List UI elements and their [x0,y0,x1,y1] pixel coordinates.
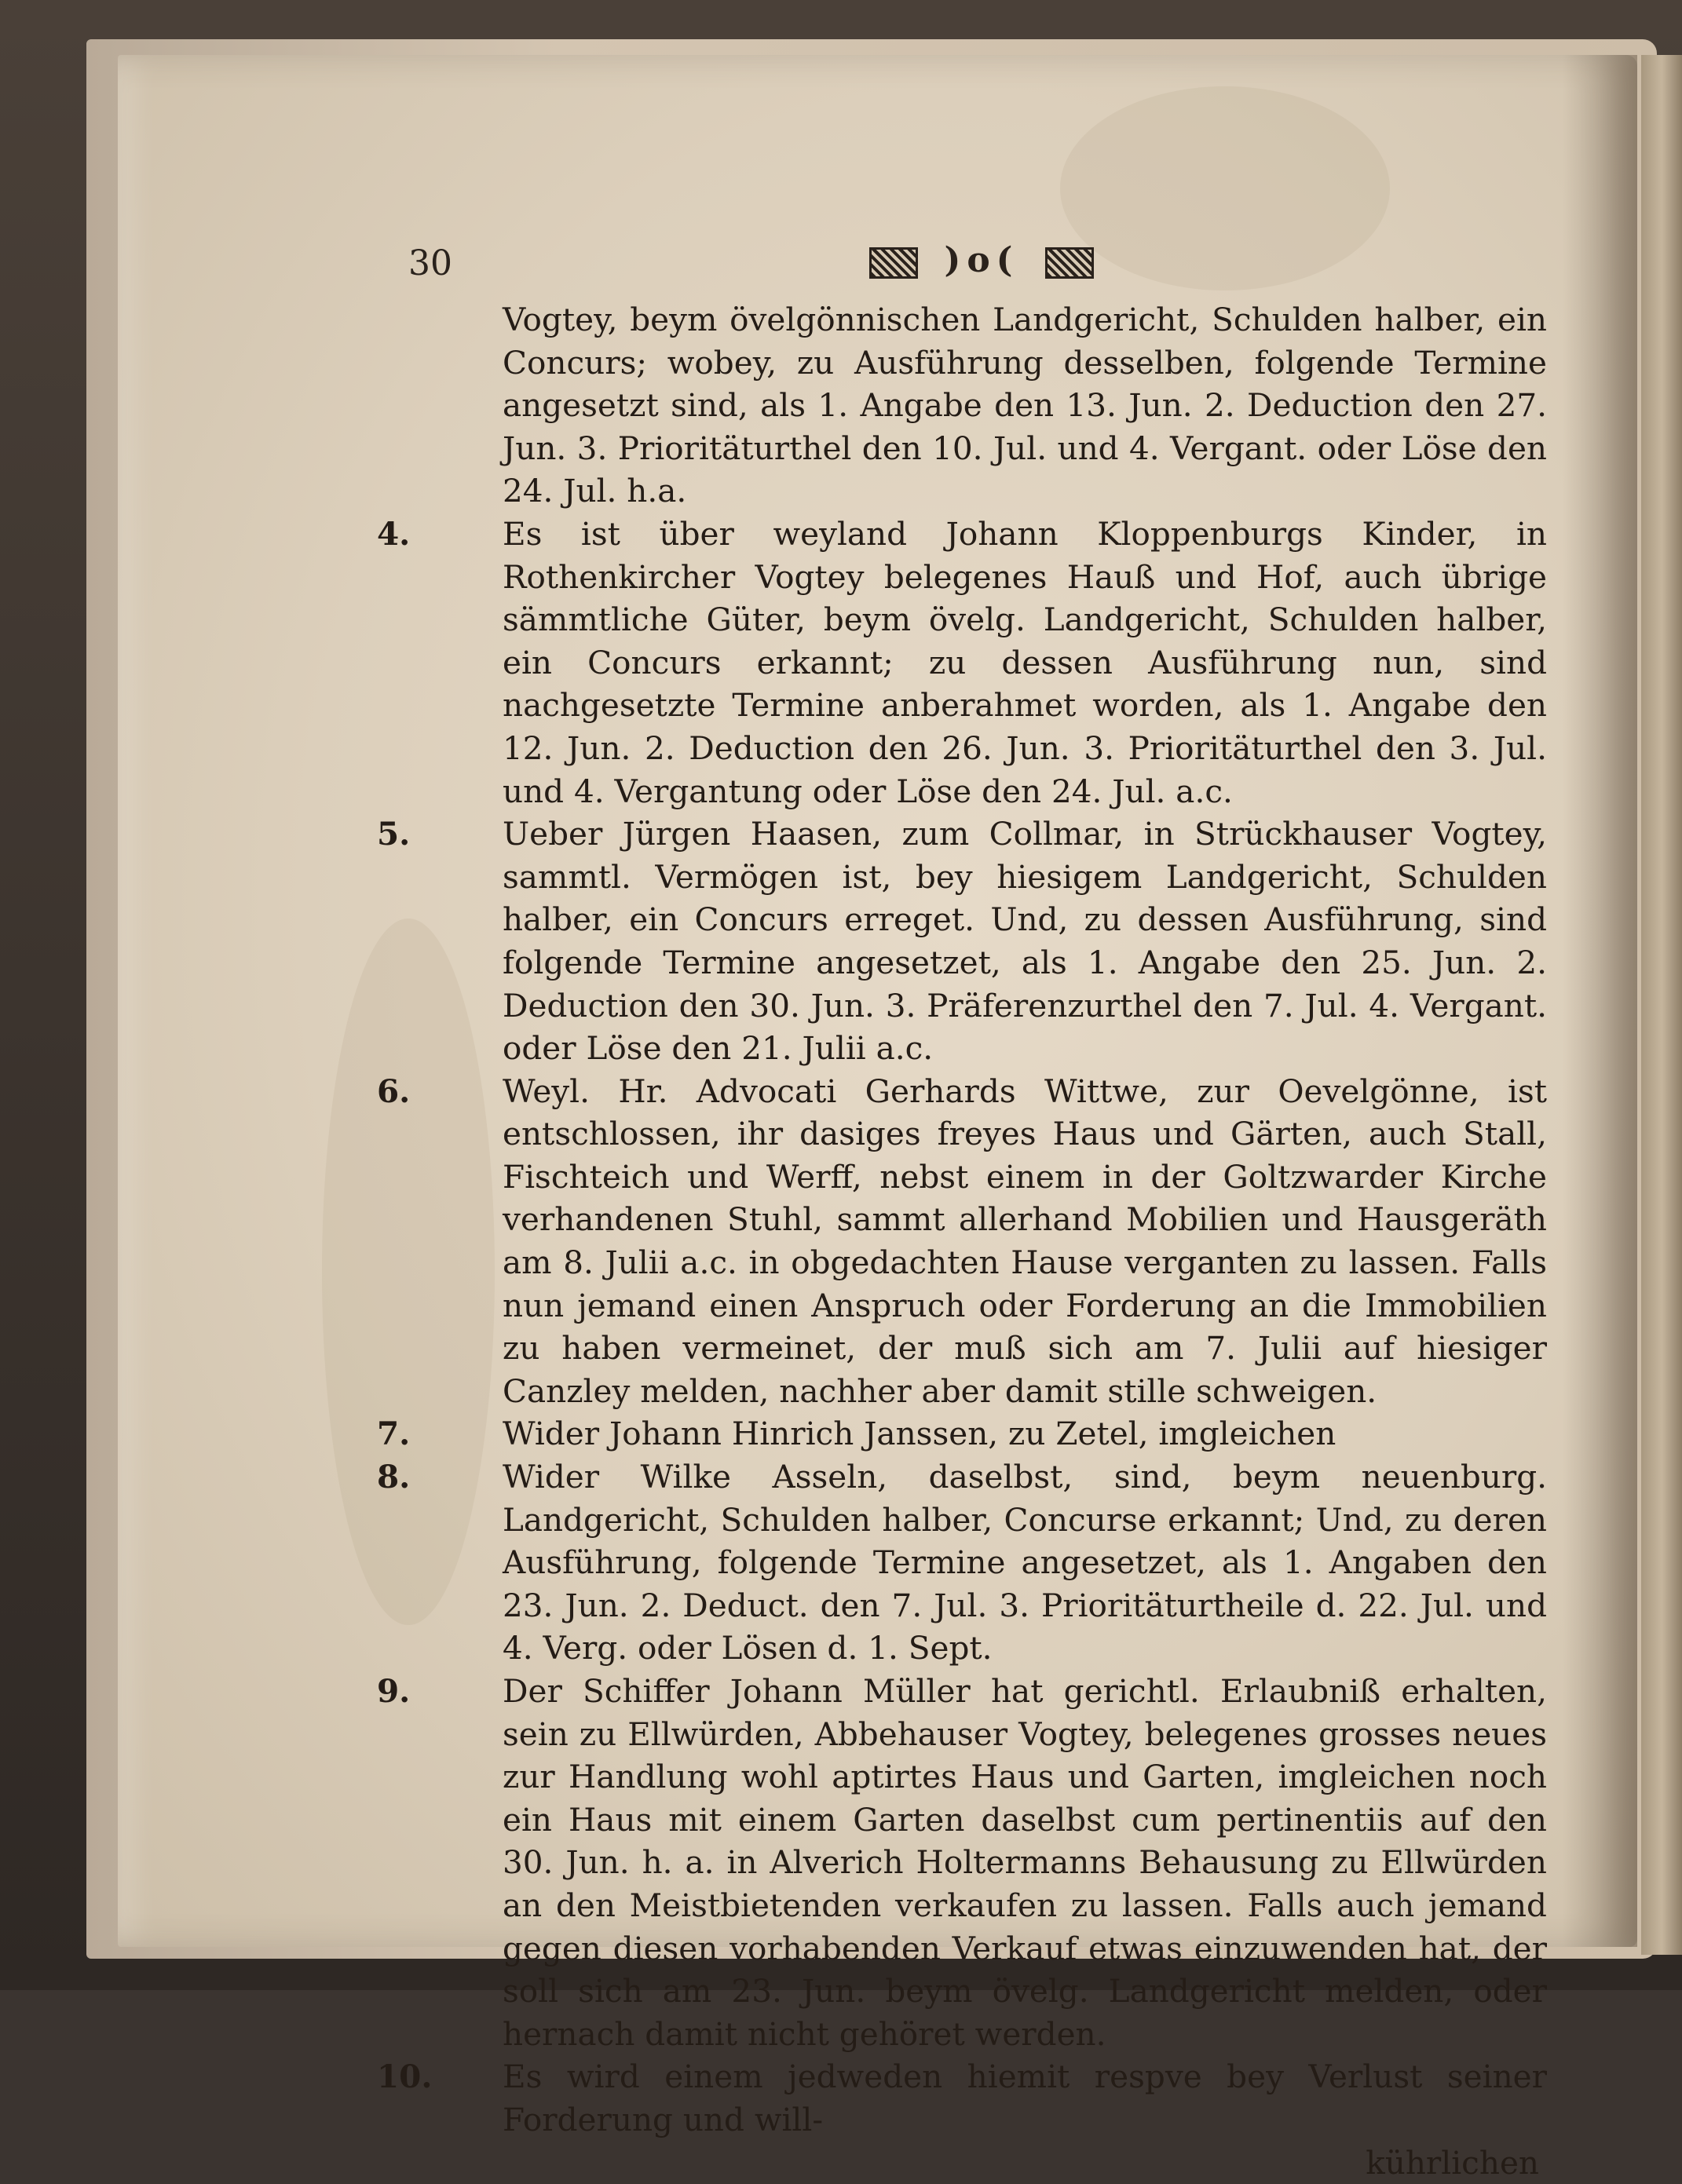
entry-number: 9. [377,1672,411,1710]
entry-number: 10. [377,2058,433,2096]
running-head [817,240,1146,280]
page-number: 30 [408,243,452,283]
entry-number: 6. [377,1072,411,1110]
entry-text: Vogtey, beym övelgönnischen Landgericht, Schulden halber, ein Concurs; wobey, zu Ausführung desselben, folgende Termine angesetzt sind, als 1. Angabe den 13. Jun. 2. Deduction den 27. Jun. 3. Prioritäturthel den 10. Jul. und 4. Vergant. oder Löse den 24. Jul. h.a. [503,301,1547,510]
entry-number: 8. [377,1458,411,1496]
catchword: kührlichen [1366,2143,1539,2182]
entry-number: 5. [377,815,411,853]
entry-continuation [377,298,1547,513]
entry-7 [377,1412,1547,1455]
entry-8 [377,1455,1547,1670]
entry-4 [377,513,1547,813]
entry-5 [377,813,1547,1070]
entry-text: Der Schiffer Johann Müller hat gerichtl. Erlaubniß erhalten, sein zu Ellwürden, Abbehauser Vogtey, belegenes grosses neues zur Handlung wohl aptirtes Haus und Garten, imgleichen noch ein Haus mit einem Garten daselbst cum pertinentiis auf den 30. Jun. h. a. in Alverich Holtermanns Behausung zu Ellwürden an den Meistbietenden verkaufen zu lassen. Falls auch jemand gegen diesen vorhabenden Verkauf etwas einzuwenden hat, der soll sich am 23. Jun. beym övelg. Landgericht melden, oder hernach damit nicht gehöret werden. [503,1672,1547,2053]
entry-text: Es wird einem jedweden hiemit respve bey Verlust seiner Forderung und will- [503,2058,1547,2138]
facing-page-edge [1641,55,1682,1955]
gutter-shadow [1563,55,1637,1947]
entry-text: Wider Johann Hinrich Janssen, zu Zetel, imgleichen [503,1415,1336,1453]
ornament-icon [1045,247,1094,279]
entry-9 [377,1670,1547,2055]
entry-text: Wider Wilke Asseln, daselbst, sind, beym neuenburg. Landgericht, Schulden halber, Concurse erkannt; Und, zu deren Ausführung, folgende Termine angesetzet, als 1. Angaben den 23. Jun. 2. Deduct. den 7. Jul. 3. Prioritäturtheile d. 22. Jul. und 4. Verg. oder Lösen d. 1. Sept. [503,1458,1547,1667]
entry-number: 7. [377,1415,411,1453]
entry-10 [377,2055,1547,2141]
entry-number: 4. [377,514,411,553]
entry-6 [377,1070,1547,1413]
page-header [408,236,1547,290]
entry-text: Weyl. Hr. Advocati Gerhards Wittwe, zur Oevelgönne, ist entschlossen, ihr dasiges freyes Haus und Gärten, auch Stall, Fischteich und Werff, nebst einem in der Goltzwarder Kirche verhandenen Stuhl, sammt allerhand Mobilien und Hausgeräth am 8. Julii a.c. in obgedachten Hause verganten zu lassen. Falls nun jemand einen Anspruch oder Forderung an die Immobilien zu haben vermeinet, der muß sich am 7. Julii auf hiesiger Canzley melden, nachher aber damit stille schweigen. [503,1072,1547,1410]
entry-text: Es ist über weyland Johann Kloppenburgs Kinder, in Rothenkircher Vogtey belegenes Hauß und Hof, auch übrige sämmtliche Güter, beym övelg. Landgericht, Schulden halber, ein Concurs erkannt; zu dessen Ausführung nun, sind nachgesetzte Termine anberahmet worden, als 1. Angabe den 12. Jun. 2. Deduction den 26. Jun. 3. Prioritäturthel den 3. Jul. und 4. Vergantung oder Löse den 24. Jul. a.c. [503,514,1547,810]
running-head-text: )o( [944,240,1019,280]
ornament-icon [869,247,918,279]
page-text [377,298,1547,2184]
entry-text: Ueber Jürgen Haasen, zum Collmar, in Strückhauser Vogtey, sammtl. Vermögen ist, bey hiesigem Landgericht, Schulden halber, ein Concurs erreget. Und, zu dessen Ausführung, sind folgende Termine angesetzet, als 1. Angabe den 25. Jun. 2. Deduction den 30. Jun. 3. Präferenzurthel den 7. Jul. 4. Vergant. oder Löse den 21. Julii a.c. [503,815,1547,1068]
